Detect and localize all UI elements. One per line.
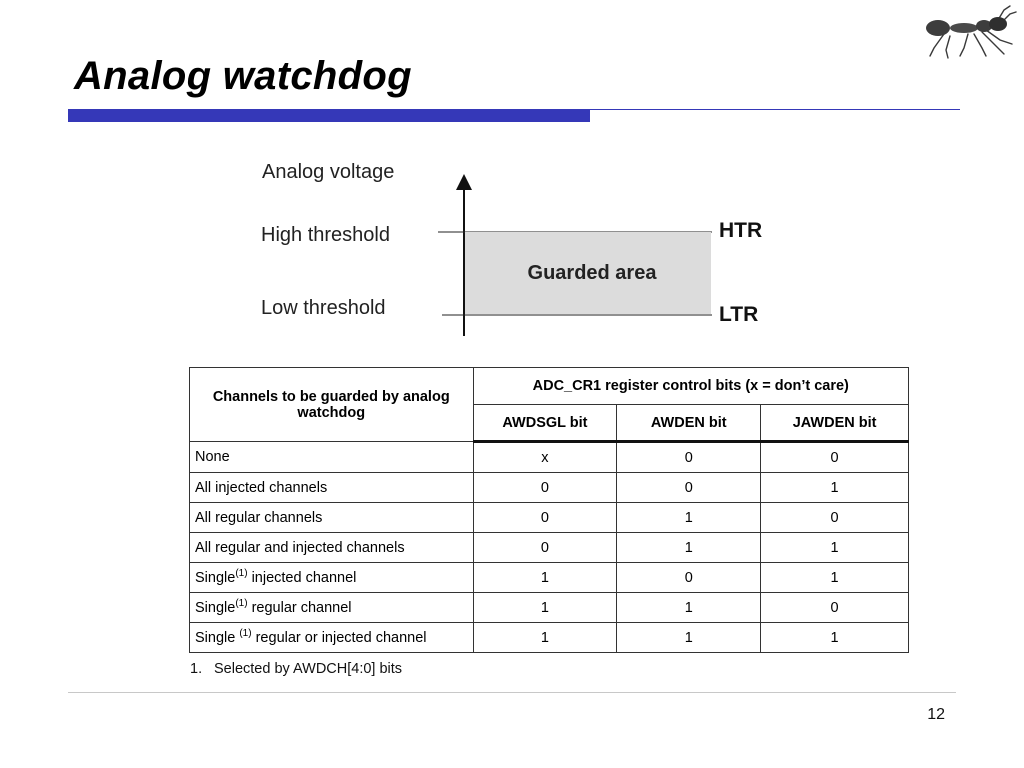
awden-cell: 1 (617, 503, 761, 533)
footnote-text: Selected by AWDCH[4:0] bits (214, 661, 403, 677)
channel-cell: Single $^{(1)}$ regular or injected channel (190, 623, 474, 653)
awdsgl-cell: 1 (473, 623, 617, 653)
jawden-cell: 1 (761, 563, 909, 593)
channel-cell: All regular channels (190, 503, 474, 533)
footnote-number: 1. (190, 661, 203, 677)
channel-cell: All injected channels (190, 473, 474, 503)
awdsgl-cell: 0 (473, 533, 617, 563)
slide-title: Analog watchdog (74, 54, 412, 98)
guarded-area-label: Guarded area (527, 262, 657, 284)
channels-header: Channels to be guarded by analog watchdog (190, 368, 474, 442)
awdsgl-cell: 0 (473, 473, 617, 503)
awden-cell: 0 (617, 442, 761, 473)
page-number: 12 (927, 706, 945, 723)
axis-arrow-icon (456, 174, 472, 190)
jawden-cell: 0 (761, 593, 909, 623)
jawden-cell: 1 (761, 473, 909, 503)
table-row (190, 563, 909, 593)
awden-cell: 0 (617, 473, 761, 503)
y-axis-label: Analog voltage (262, 161, 395, 183)
awden-cell: 1 (617, 623, 761, 653)
footer-divider (68, 692, 956, 693)
table-row (190, 503, 909, 533)
awden-cell: 1 (617, 533, 761, 563)
channel-cell: All regular and injected channels (190, 533, 474, 563)
awden-cell: 0 (617, 563, 761, 593)
table-row (190, 533, 909, 563)
awden-cell: 1 (617, 593, 761, 623)
table-footnote (190, 661, 402, 677)
channel-cell: Single$^{(1)}$ injected channel (190, 563, 474, 593)
jawden-cell: 1 (761, 623, 909, 653)
table-row (190, 473, 909, 503)
table-row (190, 623, 909, 653)
ant-icon (924, 4, 1018, 60)
htr-tag: HTR (719, 219, 763, 242)
table-row (190, 593, 909, 623)
table-row (190, 442, 909, 473)
awdsgl-cell: x (473, 442, 617, 473)
column-header: AWDEN bit (617, 405, 761, 442)
awdsgl-cell: 1 (473, 563, 617, 593)
register-table (189, 367, 909, 653)
jawden-cell: 0 (761, 442, 909, 473)
column-header: AWDSGL bit (473, 405, 617, 442)
low-threshold-label: Low threshold (261, 297, 386, 319)
high-threshold-label: High threshold (261, 224, 390, 246)
control-bits-header: ADC_CR1 register control bits (x = don’t care) (473, 368, 908, 405)
jawden-cell: 0 (761, 503, 909, 533)
column-header: JAWDEN bit (761, 405, 909, 442)
channel-cell: None (190, 442, 474, 473)
jawden-cell: 1 (761, 533, 909, 563)
ltr-tag: LTR (719, 303, 759, 326)
awdsgl-cell: 1 (473, 593, 617, 623)
channel-cell: Single$^{(1)}$ regular channel (190, 593, 474, 623)
awdsgl-cell: 0 (473, 503, 617, 533)
title-accent-bar (68, 110, 590, 122)
